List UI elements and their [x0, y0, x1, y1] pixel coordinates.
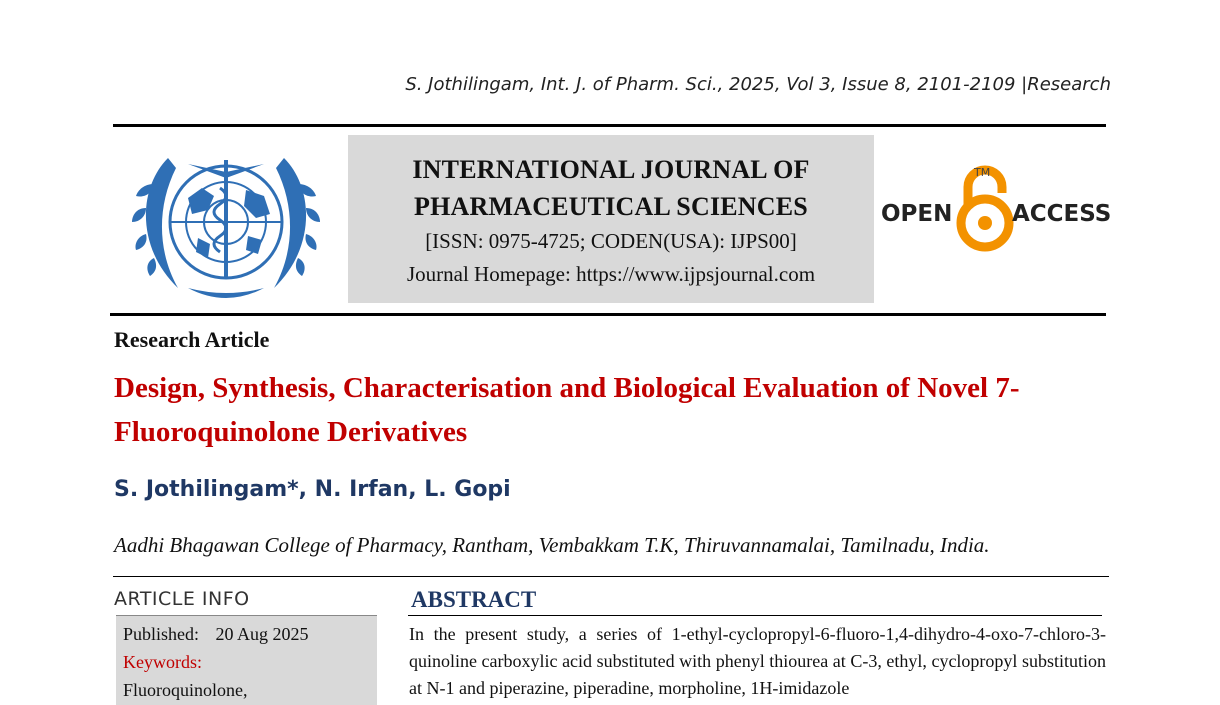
article-authors: S. Jothilingam*, N. Irfan, L. Gopi — [114, 477, 511, 502]
open-access-left-text: OPEN — [881, 201, 953, 227]
journal-issn: [ISSN: 0975-4725; CODEN(USA): IJPS00] — [425, 229, 797, 253]
section-divider — [113, 576, 1109, 577]
trademark-mark: TM — [974, 166, 991, 179]
published-label: Published: — [123, 624, 200, 644]
article-title: Design, Synthesis, Characterisation and Biological Evaluation of Novel 7- Fluoroquinolone Derivatives — [114, 372, 1020, 448]
article-type-label: Research Article — [114, 327, 270, 352]
article-info-box — [116, 615, 377, 705]
header-rule — [113, 124, 1106, 127]
masthead-rule — [110, 313, 1106, 316]
keyword-item: Fluoroquinolone, — [123, 680, 248, 700]
open-access-logo — [878, 163, 1110, 253]
citation-header: S. Jothilingam, Int. J. of Pharm. Sci., 2025, Vol 3, Issue 8, 2101-2109 |Research — [405, 74, 1111, 95]
open-access-right-text: ACCESS — [1012, 201, 1112, 227]
journal-title-line1: INTERNATIONAL JOURNAL OF — [412, 155, 810, 184]
article-info-heading: ARTICLE INFO — [114, 588, 250, 610]
journal-title-line2: PHARMACEUTICAL SCIENCES — [414, 192, 808, 221]
author-affiliation: Aadhi Bhagawan College of Pharmacy, Rantham, Vembakkam T.K, Thiruvannamalai, Tamilnadu, India. — [114, 533, 990, 557]
abstract-rule — [408, 615, 1102, 616]
keywords-label: Keywords: — [123, 652, 202, 672]
published-date: 20 Aug 2025 — [215, 624, 309, 644]
journal-emblem-logo — [128, 138, 324, 306]
journal-title-box — [348, 135, 874, 303]
abstract-text: In the present study, a series of 1-ethyl-cyclopropyl-6-fluoro-1,4-dihydro-4-oxo-7-chloro-3-quinoline carboxylic acid substituted with phenyl thiourea at C-3, ethyl, cyclopropyl substitution at N-1 and piperazine, piperadine, morpholine, 1H-imidazole — [409, 624, 1106, 698]
abstract-heading: ABSTRACT — [411, 587, 537, 612]
journal-homepage: Journal Homepage: https://www.ijpsjournal.com — [406, 262, 816, 286]
published-row — [123, 620, 377, 648]
